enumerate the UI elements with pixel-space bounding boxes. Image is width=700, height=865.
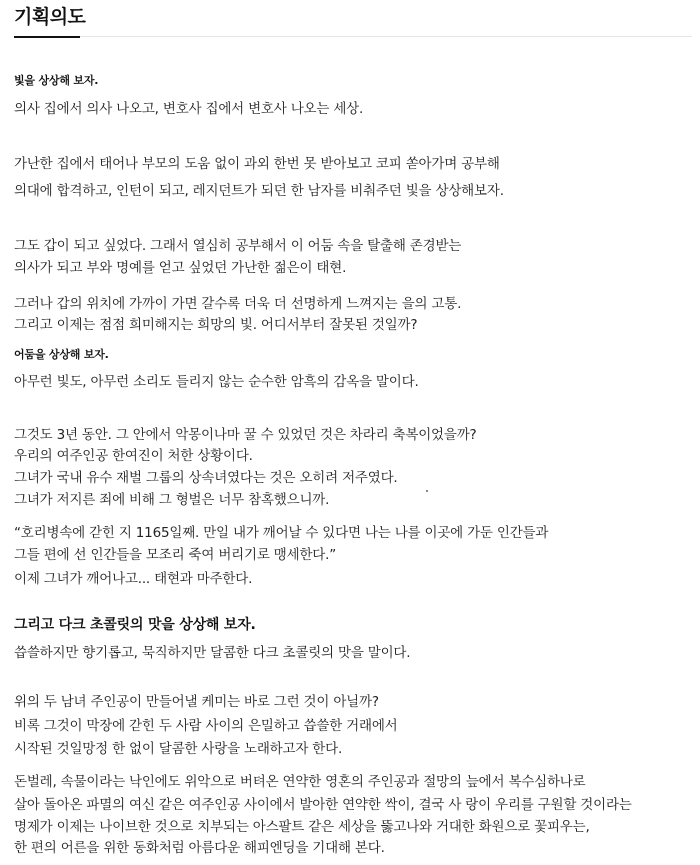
- paragraph-line: 돈벌레, 속물이라는 낙인에도 위악으로 버텨온 연약한 영혼의 주인공과 절망의 늪에서 복수심하나로: [14, 774, 586, 790]
- paragraph-line: 우리의 여주인공 한여진이 처한 상황이다.: [14, 448, 253, 464]
- paragraph-line: 씁쓸하지만 향기롭고, 묵직하지만 달콤한 다크 초콜릿의 맛을 말이다.: [14, 645, 411, 661]
- paragraph-line: 그러나 갑의 위치에 가까이 가면 갈수록 더욱 더 선명하게 느껴지는 을의 고통.: [14, 296, 462, 312]
- paragraph-line: 명제가 이제는 나이브한 것으로 치부되는 아스팔트 같은 세상을 뚫고나와 거대한 화원으로 꽃피우는,: [14, 819, 590, 835]
- paragraph-line: 비록 그것이 막장에 갇힌 두 사람 사이의 은밀하고 씁쓸한 거래에서: [14, 718, 398, 734]
- section-heading-darkness: 어둠을 상상해 보자.: [14, 348, 109, 361]
- stray-dot: [426, 490, 428, 492]
- paragraph-line: 그도 갑이 되고 싶었다. 그래서 열심히 공부해서 이 어둠 속을 탈출해 존경받는: [14, 238, 462, 254]
- paragraph-line: 한 편의 어른을 위한 동화처럼 아름다운 해피엔딩을 기대해 본다.: [14, 840, 385, 856]
- quote-line: “호리병속에 갇힌 지 1165일째. 만일 내가 깨어날 수 있다면 나는 나를 이곳에 가둔 인간들과: [14, 525, 549, 541]
- section-heading-chocolate: 그리고 다크 초콜릿의 맛을 상상해 보자.: [14, 617, 256, 633]
- paragraph-line: 이제 그녀가 깨어나고... 태현과 마주한다.: [14, 571, 253, 587]
- paragraph-line: 아무런 빛도, 아무런 소리도 들리지 않는 순수한 암흑의 감옥을 말이다.: [14, 374, 419, 390]
- paragraph-line: 위의 두 남녀 주인공이 만들어낼 케미는 바로 그런 것이 아닐까?: [14, 694, 379, 710]
- header-divider: [80, 36, 692, 37]
- paragraph-line: 그녀가 저지른 죄에 비해 그 형벌은 너무 참혹했으니까.: [14, 492, 330, 508]
- page-title: 기획의도: [14, 6, 86, 28]
- tab-planning-intent[interactable]: [14, 0, 86, 38]
- paragraph-line: 시작된 것일망정 한 없이 달콤한 사랑을 노래하고자 한다.: [14, 741, 343, 757]
- section-heading-light: 빛을 상상해 보자.: [14, 74, 99, 87]
- paragraph-line: 그리고 이제는 점점 희미해지는 희망의 빛. 어디서부터 잘못된 것일까?: [14, 317, 418, 333]
- paragraph-line: 의사 집에서 의사 나오고, 변호사 집에서 변호사 나오는 세상.: [14, 101, 364, 117]
- paragraph-line: 의사가 되고 부와 명예를 얻고 싶었던 가난한 젊은이 태현.: [14, 260, 347, 276]
- paragraph-line: 가난한 집에서 태어나 부모의 도움 없이 과외 한번 못 받아보고 코피 쏟아가며 공부해: [14, 156, 500, 172]
- paragraph-line: 그것도 3년 동안. 그 안에서 악몽이나마 꿀 수 있었던 것은 차라리 축복이었을까?: [14, 427, 477, 443]
- paragraph-line: 의대에 합격하고, 인턴이 되고, 레지던트가 되던 한 남자를 비춰주던 빛을 상상해보자.: [14, 183, 504, 199]
- paragraph-line: 살아 돌아온 파멸의 여신 같은 여주인공 사이에서 발아한 연약한 싹이, 결국 사 랑이 우리를 구원할 것이라는: [14, 797, 632, 813]
- paragraph-line: 그녀가 국내 유수 재벌 그룹의 상속녀였다는 것은 오히려 저주였다.: [14, 470, 398, 486]
- quote-line: 그들 편에 선 인간들을 모조리 죽여 버리기로 맹세한다.”: [14, 547, 337, 563]
